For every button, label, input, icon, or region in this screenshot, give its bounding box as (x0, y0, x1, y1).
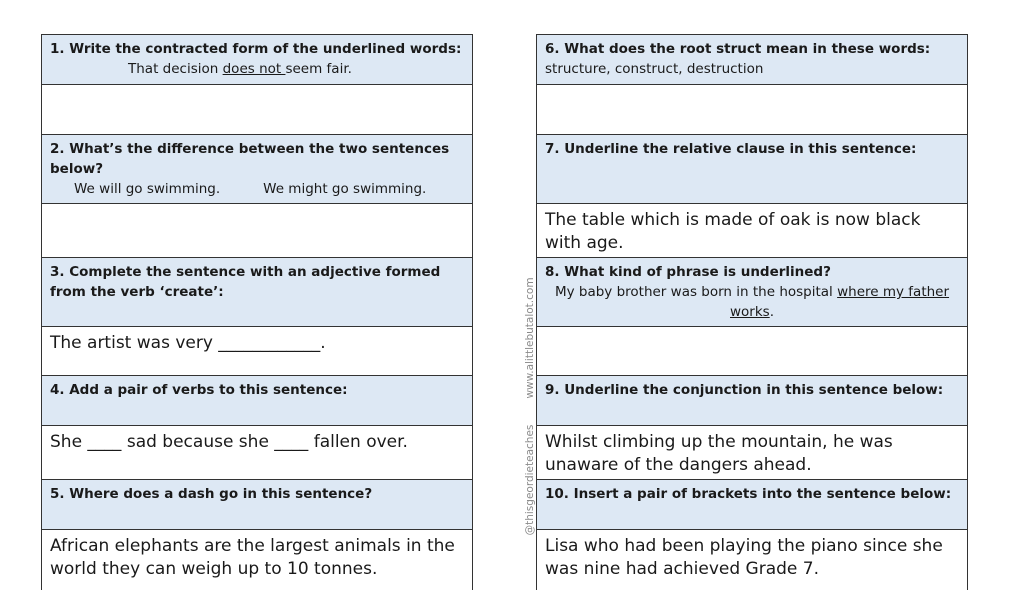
question-8 (537, 258, 967, 327)
answer-3[interactable]: The artist was very ____________. (42, 327, 472, 376)
question-8-underlined: where my father works (730, 284, 950, 320)
left-question-column (41, 34, 473, 590)
answer-2[interactable] (42, 204, 472, 258)
question-1-pre: That decision (128, 61, 223, 77)
question-3-title: 3. Complete the sentence with an adjective formed from the verb ‘create’: (50, 264, 441, 300)
question-6 (537, 35, 967, 85)
question-8-post: . (769, 304, 774, 320)
question-9-title: 9. Underline the conjunction in this sentence below: (545, 382, 944, 398)
watermark-handle-text: @thisgeordieteaches (524, 424, 536, 536)
question-7 (537, 135, 967, 204)
question-4-title: 4. Add a pair of verbs to this sentence: (50, 382, 348, 398)
question-5 (42, 480, 472, 530)
answer-8[interactable] (537, 327, 967, 376)
question-8-pre: My baby brother was born in the hospital (554, 284, 838, 300)
question-9 (537, 376, 967, 426)
answer-4[interactable]: She ____ sad because she ____ fallen over. (42, 426, 472, 480)
answer-9[interactable]: Whilst climbing up the mountain, he was unaware of the dangers ahead. (537, 426, 967, 480)
question-6-words: structure, construct, destruction (545, 61, 764, 77)
question-1-title: 1. Write the contracted form of the underlined words: (50, 41, 462, 57)
question-5-title: 5. Where does a dash go in this sentence? (50, 486, 373, 502)
question-3 (42, 258, 472, 327)
watermark-site-text: www.alittlebutalot.com (524, 277, 536, 399)
question-2 (42, 135, 472, 204)
question-7-title: 7. Underline the relative clause in this sentence: (545, 141, 917, 157)
question-1-post: seem fair. (285, 61, 352, 77)
question-2-sentence-2: We might go swimming. (263, 181, 427, 197)
question-1-sentence (50, 59, 464, 79)
answer-5[interactable]: African elephants are the largest animals in the world they can weigh up to 10 tonnes. (50, 536, 455, 579)
right-question-column (536, 34, 968, 590)
question-8-sentence (545, 282, 959, 322)
question-2-title: 2. What’s the difference between the two sentences below? (50, 141, 450, 177)
question-10 (537, 480, 967, 530)
answer-10[interactable]: Lisa who had been playing the piano since she was nine had achieved Grade 7. (545, 536, 943, 579)
question-4 (42, 376, 472, 426)
question-2-sentences (50, 179, 464, 199)
question-1-underlined: does not (222, 61, 286, 77)
question-8-title: 8. What kind of phrase is underlined? (545, 264, 831, 280)
question-6-title: 6. What does the root struct mean in these words: (545, 41, 931, 57)
answer-1[interactable] (42, 85, 472, 135)
answer-7[interactable]: The table which is made of oak is now black with age. (537, 204, 967, 258)
question-10-title: 10. Insert a pair of brackets into the sentence below: (545, 486, 952, 502)
question-2-sentence-1: We will go swimming. (74, 181, 221, 197)
answer-6[interactable] (537, 85, 967, 135)
question-1 (42, 35, 472, 85)
